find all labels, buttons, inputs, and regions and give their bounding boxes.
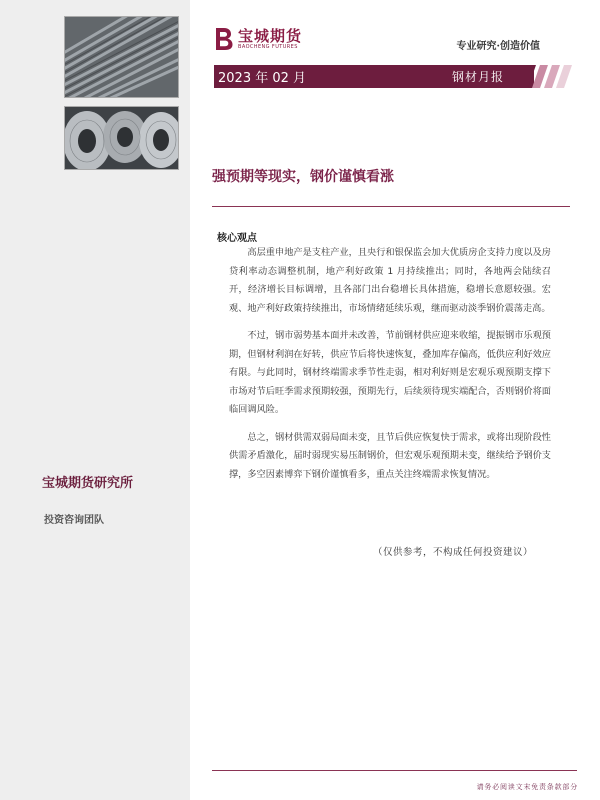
steel-rebar-photo [64,16,179,98]
brand-name-cn: 宝城期货 [238,27,303,45]
paragraph: 高层重申地产是支柱产业，且央行和银保监会加大优质房企支持力度以及房贷利率动态调整机制，地产利好政策 1 月持续推出；同时，各地两会陆续召开，经济增长目标调增，且各部门出台稳增长具体措施，稳增长意愿较强。宏观、地产利好政策持续推出，市场情绪延续乐观，继而驱动淡季钢价震荡走高。 [229,247,551,314]
section-heading-core-views: 核心观点 [217,233,257,244]
core-views-body [229,244,551,484]
baocheng-logo-icon [214,26,234,52]
report-title: 强预期等现实，钢价谨慎看涨 [212,169,394,185]
disclaimer: （仅供参考，不构成任何投资建议） [373,547,534,558]
report-type: 钢材月报 [452,70,505,84]
footer-divider [212,770,577,771]
title-divider [212,206,570,207]
brand-name-en: BAOCHENG FUTURES [238,44,298,50]
paragraph: 不过，钢市弱势基本面并未改善，节前钢材供应迎来收缩，提振钢市乐观预期，但钢材利润在好转，供应节后将快速恢复，叠加库存偏高，低供应利好效应有限。与此同时，钢材终端需求季节性走弱，相对利好则是宏观乐观预期支撑下市场对节后旺季需求预期较强，预期先行，后续须待现实端配合，否则钢价将面临回调风险。 [229,330,551,415]
footer-note: 请务必阅读文末免责条款部分 [476,783,578,791]
banner-stripes-decoration [526,65,576,88]
brand-logo [214,26,302,52]
slogan: 专业研究·创造价值 [456,41,540,52]
steel-coil-photo [64,106,179,170]
institute-name: 宝城期货研究所 [42,476,134,491]
paragraph: 总之，钢材供需双弱局面未变，且节后供应恢复快于需求，或将出现阶段性供需矛盾激化，届时弱现实易压制钢价，但宏观乐观预期未变，继续给予钢价支撑，多空因素博弈下钢价谨慎看多，重点关注终端需求恢复情况。 [229,431,551,480]
team-name: 投资咨询团队 [44,515,104,526]
report-date: 2023 年 02 月 [218,71,307,86]
